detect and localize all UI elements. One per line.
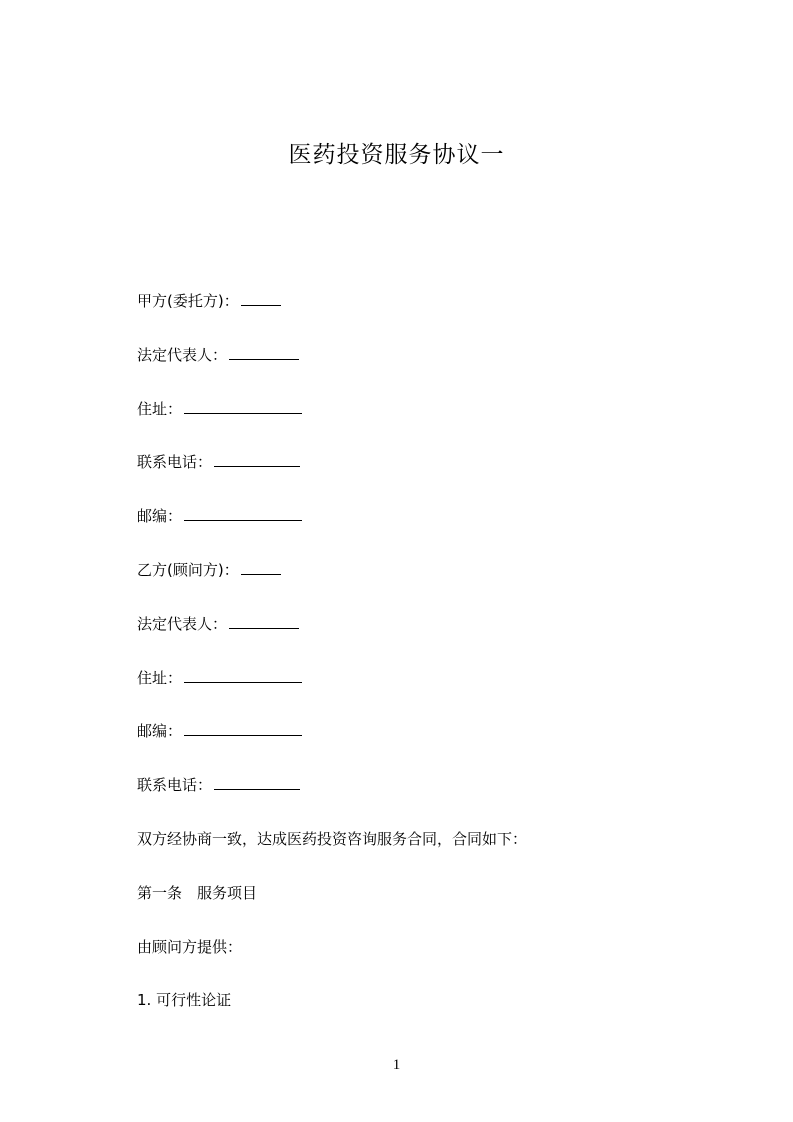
party-b-legal-rep-blank: [229, 611, 299, 629]
document-body: [137, 288, 697, 1041]
page-number: 1: [392, 1057, 401, 1073]
party-b-blank: [241, 557, 281, 575]
party-a-line: [137, 288, 697, 342]
party-b-phone-line: [137, 772, 697, 826]
party-a-blank: [241, 288, 281, 306]
party-a-address-blank: [184, 396, 302, 414]
provided-by-paragraph: 由顾问方提供：: [137, 937, 243, 956]
party-b-address-blank: [184, 665, 302, 683]
party-a-address-line: [137, 396, 697, 450]
party-a-legal-rep-line: [137, 342, 697, 396]
party-a-phone-blank: [214, 449, 300, 467]
party-a-legal-rep-blank: [229, 342, 299, 360]
party-a-postcode-line: [137, 503, 697, 557]
party-b-phone-label: 联系电话：: [137, 776, 213, 795]
document-title: 医药投资服务协议一: [288, 142, 505, 168]
party-a-phone-label: 联系电话：: [137, 453, 213, 472]
party-b-label: 乙方(顾问方)：: [137, 560, 239, 579]
party-b-postcode-blank: [184, 718, 302, 736]
party-a-label: 甲方(委托方)：: [137, 292, 239, 310]
list-item-1: 1. 可行性论证: [137, 991, 232, 1010]
party-b-line: [137, 557, 697, 611]
party-a-address-label: 住址：: [137, 399, 183, 418]
party-a-legal-rep-label: 法定代表人：: [137, 345, 228, 364]
party-b-address-label: 住址：: [137, 668, 183, 687]
article-1-heading: 第一条 服务项目: [137, 883, 258, 902]
party-a-phone-line: [137, 449, 697, 503]
party-b-postcode-label: 邮编：: [137, 722, 183, 741]
party-b-address-line: [137, 665, 697, 719]
party-b-legal-rep-label: 法定代表人：: [137, 614, 228, 633]
party-a-postcode-label: 邮编：: [137, 507, 183, 526]
intro-paragraph: 双方经协商一致，达成医药投资咨询服务合同，合同如下：: [137, 829, 528, 848]
party-b-phone-blank: [214, 772, 300, 790]
party-b-postcode-line: [137, 718, 697, 772]
party-a-postcode-blank: [184, 503, 302, 521]
party-b-legal-rep-line: [137, 611, 697, 665]
